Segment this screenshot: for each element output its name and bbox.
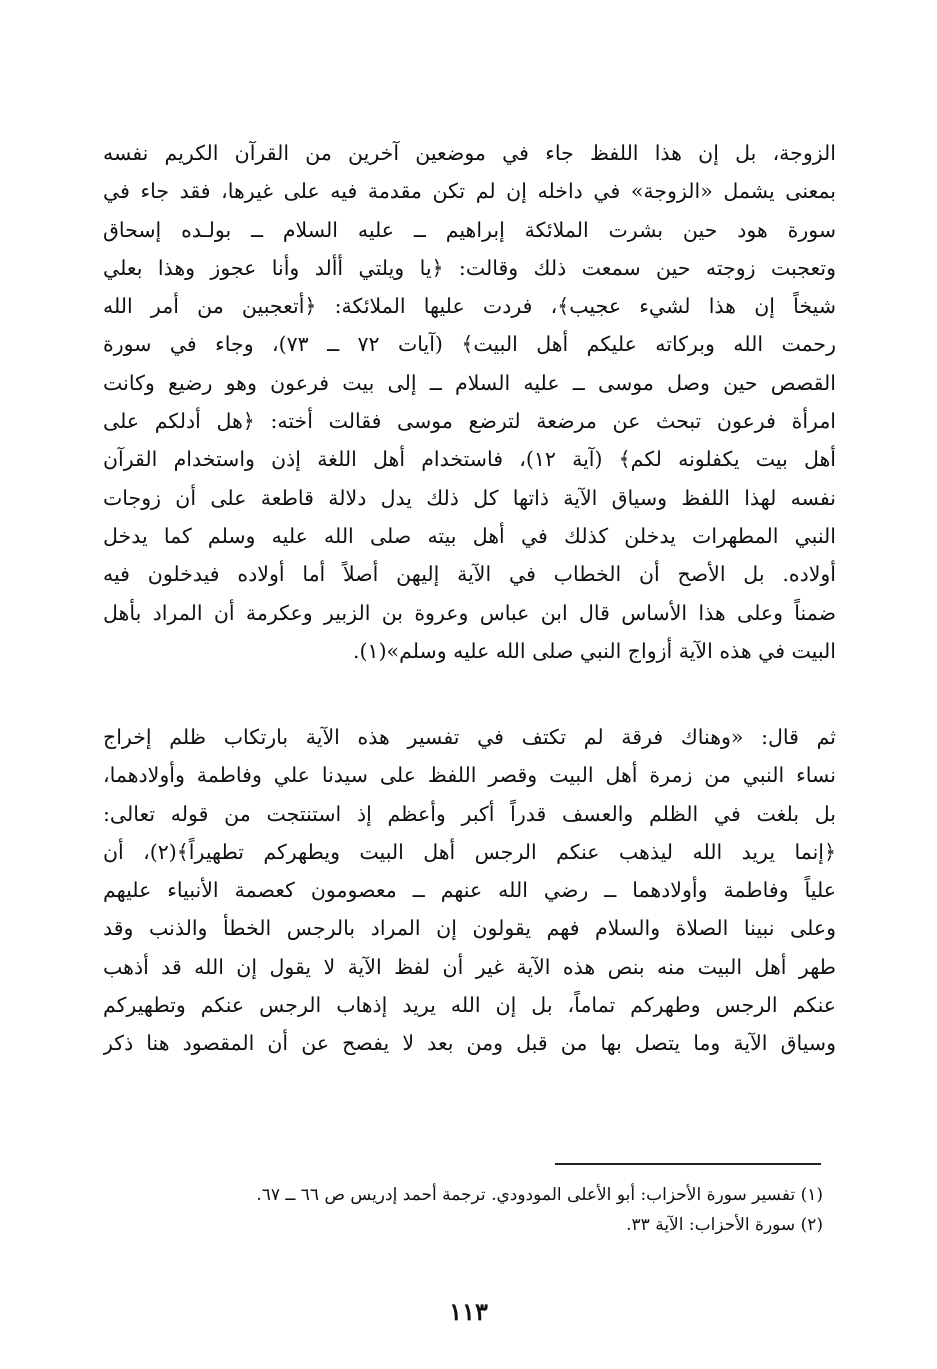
footnote-1: (١) تفسير سورة الأحزاب: أبو الأعلى المودودي. ترجمة أحمد إدريس ص ٦٦ ــ ٦٧. (256, 1185, 823, 1205)
paragraph-2 (103, 718, 836, 1063)
text-line: الزوجة، بل إن هذا اللفظ جاء في موضعين آخرين من القرآن الكريم نفسه (103, 141, 836, 165)
text-line: شيخاً إن هذا لشيء عجيب﴾، فردت عليها الملائكة: ﴿أتعجبين من أمر الله (103, 294, 836, 319)
text-line: نساء النبي من زمرة أهل البيت وقصر اللفظ على سيدنا علي وفاطمة وأولادهما، (103, 763, 836, 788)
text-line: ثم قال: «وهناك فرقة لم تكتف في تفسير هذه الآية بارتكاب ظلم إخراج (103, 725, 836, 749)
text-line: علياً وفاطمة وأولادهما ــ رضي الله عنهم ــ معصومون كعصمة الأنبياء عليهم (103, 878, 836, 903)
text-line: القصص حين وصل موسى ــ عليه السلام ــ إلى بيت فرعون وهو رضيع وكانت (103, 370, 836, 395)
text-line: بل بلغت في الظلم والعسف قدراً أكبر وأعظم إذ استنتجت من قوله تعالى: (103, 801, 836, 826)
text-line: امرأة فرعون تبحث عن مرضعة لترضع موسى فقالت أخته: ﴿هل أدلكم على (103, 409, 836, 434)
text-line: البيت في هذه الآية أزواج النبي صلى الله عليه وسلم»(١). (353, 638, 836, 663)
footnote-2: (٢) سورة الأحزاب: الآية ٣٣. (626, 1215, 823, 1235)
text-line: عنكم الرجس وطهركم تماماً، بل إن الله يريد إذهاب الرجس عنكم وتطهيركم (103, 993, 836, 1018)
text-line: ﴿إنما يريد الله ليذهب عنكم الرجس أهل البيت ويطهركم تطهيراً﴾(٢)، أن (103, 839, 836, 864)
text-line: نفسه لهذا اللفظ وسياق الآية ذاتها كل ذلك يدل دلالة قاطعة على أن زوجات (103, 485, 836, 510)
page-number: ١١٣ (449, 1297, 488, 1326)
text-line: وتعجبت زوجته حين سمعت ذلك وقالت: ﴿يا ويلتي أألد وأنا عجوز وهذا بعلي (103, 255, 836, 280)
text-line: أهل بيت يكفلونه لكم﴾ (آية ١٢)، فاستخدام أهل اللغة إذن واستخدام القرآن (103, 447, 836, 472)
text-line: رحمت الله وبركاته عليكم أهل البيت﴾ (آيات ٧٢ ــ ٧٣)، وجاء في سورة (103, 332, 836, 357)
text-line: بمعنى يشمل «الزوجة» في داخله إن لم تكن مقدمة فيه على غيرها، فقد جاء في (103, 179, 836, 204)
text-line: ضمناً وعلى هذا الأساس قال ابن عباس وعروة بن الزبير وعكرمة أن المراد بأهل (103, 600, 836, 625)
text-line: أولاده. بل الأصح أن الخطاب في الآية إليهن أصلاً أما أولاده فيدخلون فيه (103, 562, 836, 587)
text-line: النبي المطهرات يدخلن كذلك في أهل بيته صلى الله عليه وسلم كما يدخل (103, 523, 836, 548)
paragraph-1 (103, 134, 836, 670)
text-line: سورة هود حين بشرت الملائكة إبراهيم ــ عليه السلام ــ بولـده إسحاق (103, 217, 836, 242)
text-line: طهر أهل البيت منه بنص هذه الآية غير أن لفظ الآية لا يقول إن الله قد أذهب (103, 954, 836, 979)
text-line: وسياق الآية وما يتصل بها من قبل ومن بعد لا يفصح عن أن المقصود هنا ذكر (103, 1031, 836, 1056)
footnote-separator (555, 1163, 821, 1165)
text-line: وعلى نبينا الصلاة والسلام فهم يقولون إن المراد بالرجس الخطأ والذنب وقد (103, 916, 836, 941)
footnotes (123, 1180, 823, 1240)
